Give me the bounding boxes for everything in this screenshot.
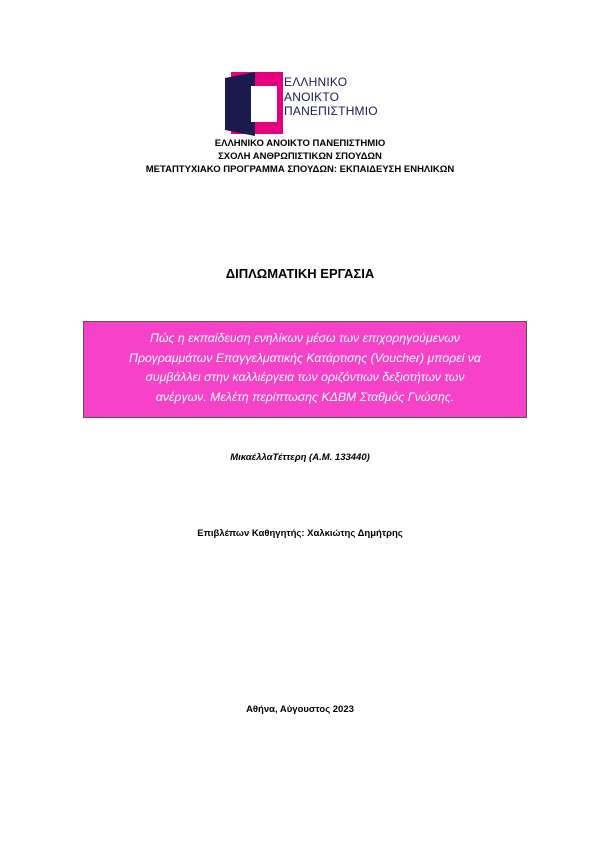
thesis-title-line: ανέργων. Μελέτη περίπτωσης ΚΔΒΜ Σταθμός Γνώσης. xyxy=(155,389,455,404)
school-name: ΣΧΟΛΗ ΑΝΘΡΩΠΙΣΤΙΚΩΝ ΣΠΟΥΔΩΝ xyxy=(218,151,382,162)
university-logo xyxy=(225,72,405,136)
logo-line-1: ΕΛΛΗΝΙΚΟ xyxy=(284,75,348,89)
logo-line-2: ΑΝΟΙΚΤΟ xyxy=(284,89,340,104)
logo-mark-icon xyxy=(225,72,283,136)
thesis-title-line: Προγραμμάτων Επαγγελματικής Κατάρτισης (Voucher) μπορεί να xyxy=(129,350,481,365)
logo-line-3: ΠΑΝΕΠΙΣΤΗΜΙΟ xyxy=(284,104,378,118)
university-name: ΕΛΛΗΝΙΚΟ ΑΝΟΙΚΤΟ ΠΑΝΕΠΙΣΤΗΜΙΟ xyxy=(214,138,386,149)
document-type-heading: ΔΙΠΛΩΜΑΤΙΚΗ ΕΡΓΑΣΙΑ xyxy=(225,266,375,281)
thesis-title-line: Πώς η εκπαίδευση ενηλίκων μέσω των επιχορηγούμενων xyxy=(150,331,460,345)
thesis-title-box xyxy=(83,321,527,418)
logo-wordmark xyxy=(284,75,378,119)
thesis-title-line: συμβάλλει στην καλλιέργεια των οριζόντιων δεξιοτήτων των xyxy=(145,370,465,384)
program-name: ΜΕΤΑΠΤΥΧΙΑΚΟ ΠΡΟΓΡΑΜΜΑ ΣΠΟΥΔΩΝ: ΕΚΠΑΙΔΕΥΣΗ ΕΝΗΛΙΚΩΝ xyxy=(145,164,455,175)
supervisor-line: Επιβλέπων Καθηγητής: Χαλκιώτης Δημήτρης xyxy=(197,528,403,539)
author-line: ΜικαέλλαΤέττερη (Α.Μ. 133440) xyxy=(230,452,370,463)
place-date-line: Αθήνα, Αύγουστος 2023 xyxy=(246,704,354,715)
